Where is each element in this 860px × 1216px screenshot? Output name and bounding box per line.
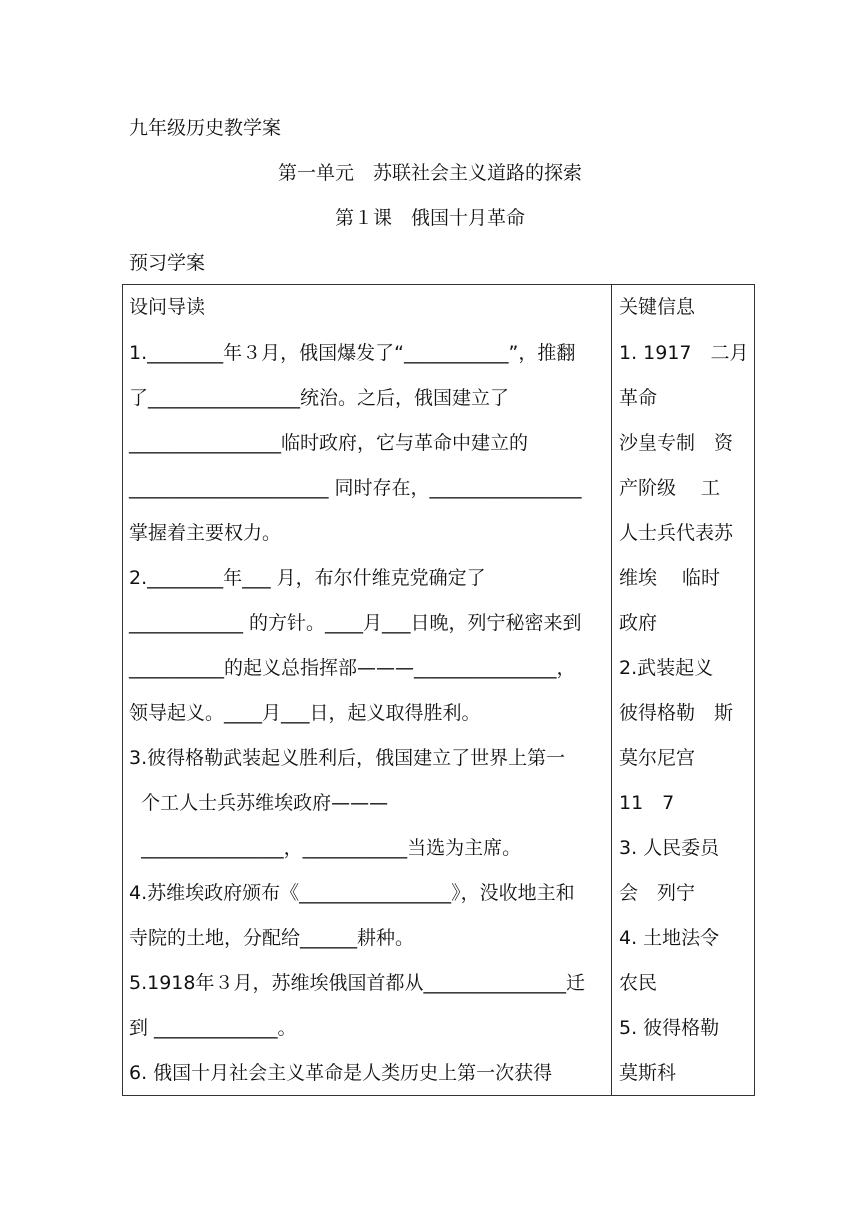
left-line: 领导起义。____月___日，起义取得胜利。 xyxy=(129,702,481,724)
left-header: 设问导读 xyxy=(129,296,206,318)
left-line: 2.________年___ 月，布尔什维克党确定了 xyxy=(129,567,486,589)
right-line: 维埃 临时 xyxy=(619,567,721,589)
right-line: 会 列宁 xyxy=(619,882,696,904)
left-line: ________________临时政府，它与革命中建立的 xyxy=(129,432,529,454)
right-line: 2.武装起义 xyxy=(619,657,714,679)
right-line: 莫斯科 xyxy=(619,1062,677,1084)
lesson-title: 第１课 俄国十月革命 xyxy=(334,207,525,229)
left-line: 6. 俄国十月社会主义革命是人类历史上第一次获得 xyxy=(129,1062,553,1084)
right-line: 4. 土地法令 xyxy=(619,927,720,949)
left-line: 3.彼得格勒武装起义胜利后，俄国建立了世界上第一 xyxy=(129,747,566,769)
left-line: 个工人士兵苏维埃政府——— xyxy=(129,792,389,814)
left-line: 到 _____________。 xyxy=(129,1017,297,1039)
left-line: 了________________统治。之后，俄国建立了 xyxy=(129,387,510,409)
left-line: __________的起义总指挥部———_______________， xyxy=(129,657,576,679)
table-column-divider xyxy=(611,284,612,1096)
right-line: 农民 xyxy=(619,972,658,994)
right-header: 关键信息 xyxy=(619,296,696,318)
right-line: 沙皇专制 资 xyxy=(619,432,734,454)
left-line: 1.________年３月，俄国爆发了“___________”，推翻 xyxy=(129,342,576,364)
right-line: 人士兵代表苏 xyxy=(619,522,734,544)
left-line: 5.1918年３月，苏维埃俄国首都从_______________迁 xyxy=(129,972,585,994)
left-line: _______________，___________当选为主席。 xyxy=(129,837,522,859)
left-line: ____________ 的方针。____月___日晚，列宁秘密来到 xyxy=(129,612,582,634)
left-line: 寺院的土地，分配给______耕种。 xyxy=(129,927,415,949)
right-line: 3. 人民委员 xyxy=(619,837,720,859)
right-line: 彼得格勒 斯 xyxy=(619,702,734,724)
left-line: _____________________ 同时存在，________________ xyxy=(129,477,582,499)
right-line: 政府 xyxy=(619,612,658,634)
left-line: 掌握着主要权力。 xyxy=(129,522,282,544)
left-line: 4.苏维埃政府颁布《________________》，没收地主和 xyxy=(129,882,575,904)
right-line: 1. 1917 二月 xyxy=(619,342,749,364)
right-line: 莫尔尼宫 xyxy=(619,747,696,769)
doc-title: 九年级历史教学案 xyxy=(129,117,282,139)
right-line: 产阶级 工 xyxy=(619,477,721,499)
section-title: 预习学案 xyxy=(129,252,206,274)
right-line: 革命 xyxy=(619,387,658,409)
right-line: 11 7 xyxy=(619,792,675,814)
right-line: 5. 彼得格勒 xyxy=(619,1017,720,1039)
unit-title: 第一单元 苏联社会主义道路的探索 xyxy=(277,162,582,184)
